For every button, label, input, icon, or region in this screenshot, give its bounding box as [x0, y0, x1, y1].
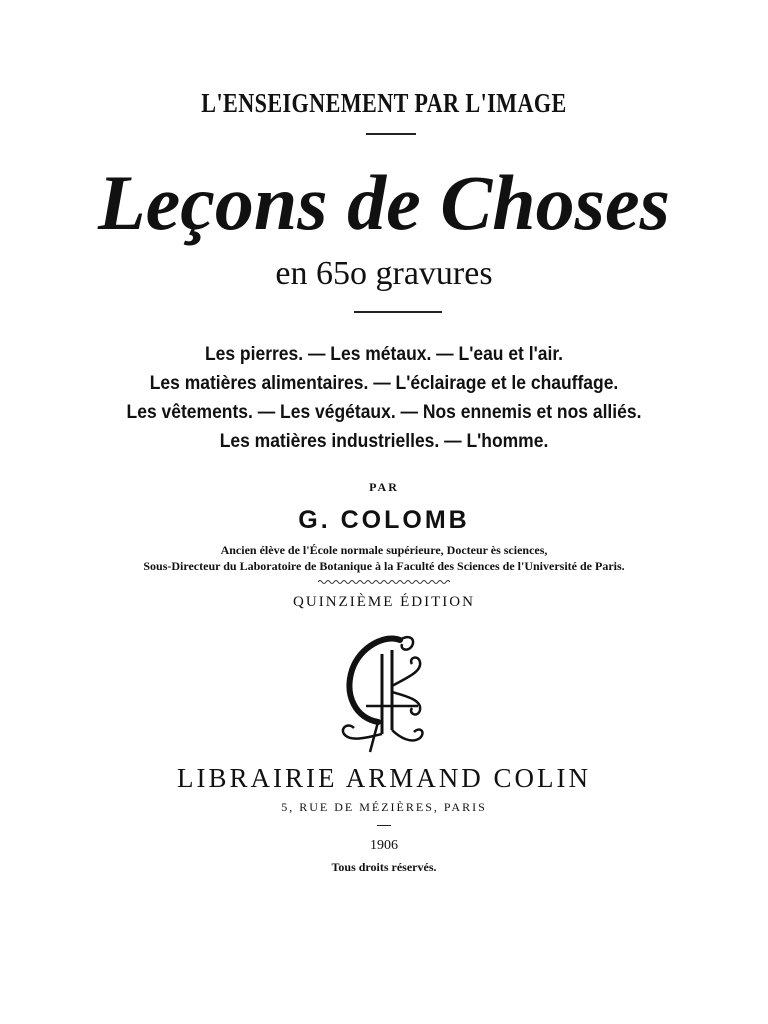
series-title: L'ENSEIGNEMENT PAR L'IMAGE — [201, 88, 567, 118]
divider-short — [366, 133, 416, 135]
publisher-name: LIBRAIRIE ARMAND COLIN — [177, 763, 591, 793]
topic-line: Les vêtements. — Les végétaux. — Nos ennemis et nos alliés. — [126, 402, 642, 423]
publication-year: 1906 — [370, 838, 398, 853]
divider-dash — [377, 825, 391, 826]
wavy-divider — [318, 579, 450, 585]
book-subtitle: en 65o gravures — [275, 255, 493, 292]
topic-line: Les pierres. — Les métaux. — L'eau et l'air. — [204, 344, 564, 365]
author-credentials — [0, 542, 768, 574]
credential-line: Ancien élève de l'École normale supérieure, Docteur ès sciences, — [220, 543, 548, 557]
author-name: G. COLOMB — [298, 506, 470, 534]
publisher-address: 5, RUE DE MÉZIÈRES, PARIS — [281, 800, 487, 814]
topic-line: Les matières alimentaires. — L'éclairage et le chauffage. — [149, 373, 619, 394]
by-label: PAR — [369, 480, 399, 494]
rights-notice: Tous droits réservés. — [331, 860, 437, 874]
armand-colin-monogram-icon — [326, 626, 446, 761]
divider-rule — [354, 311, 442, 313]
topic-line: Les matières industrielles. — L'homme. — [219, 431, 549, 452]
credential-line: Sous-Directeur du Laboratoire de Botanique à la Faculté des Sciences de l'Université de Paris. — [143, 559, 625, 573]
edition-label: QUINZIÈME ÉDITION — [293, 594, 475, 610]
topics-list — [0, 340, 768, 456]
book-title: Leçons de Choses — [98, 159, 670, 246]
